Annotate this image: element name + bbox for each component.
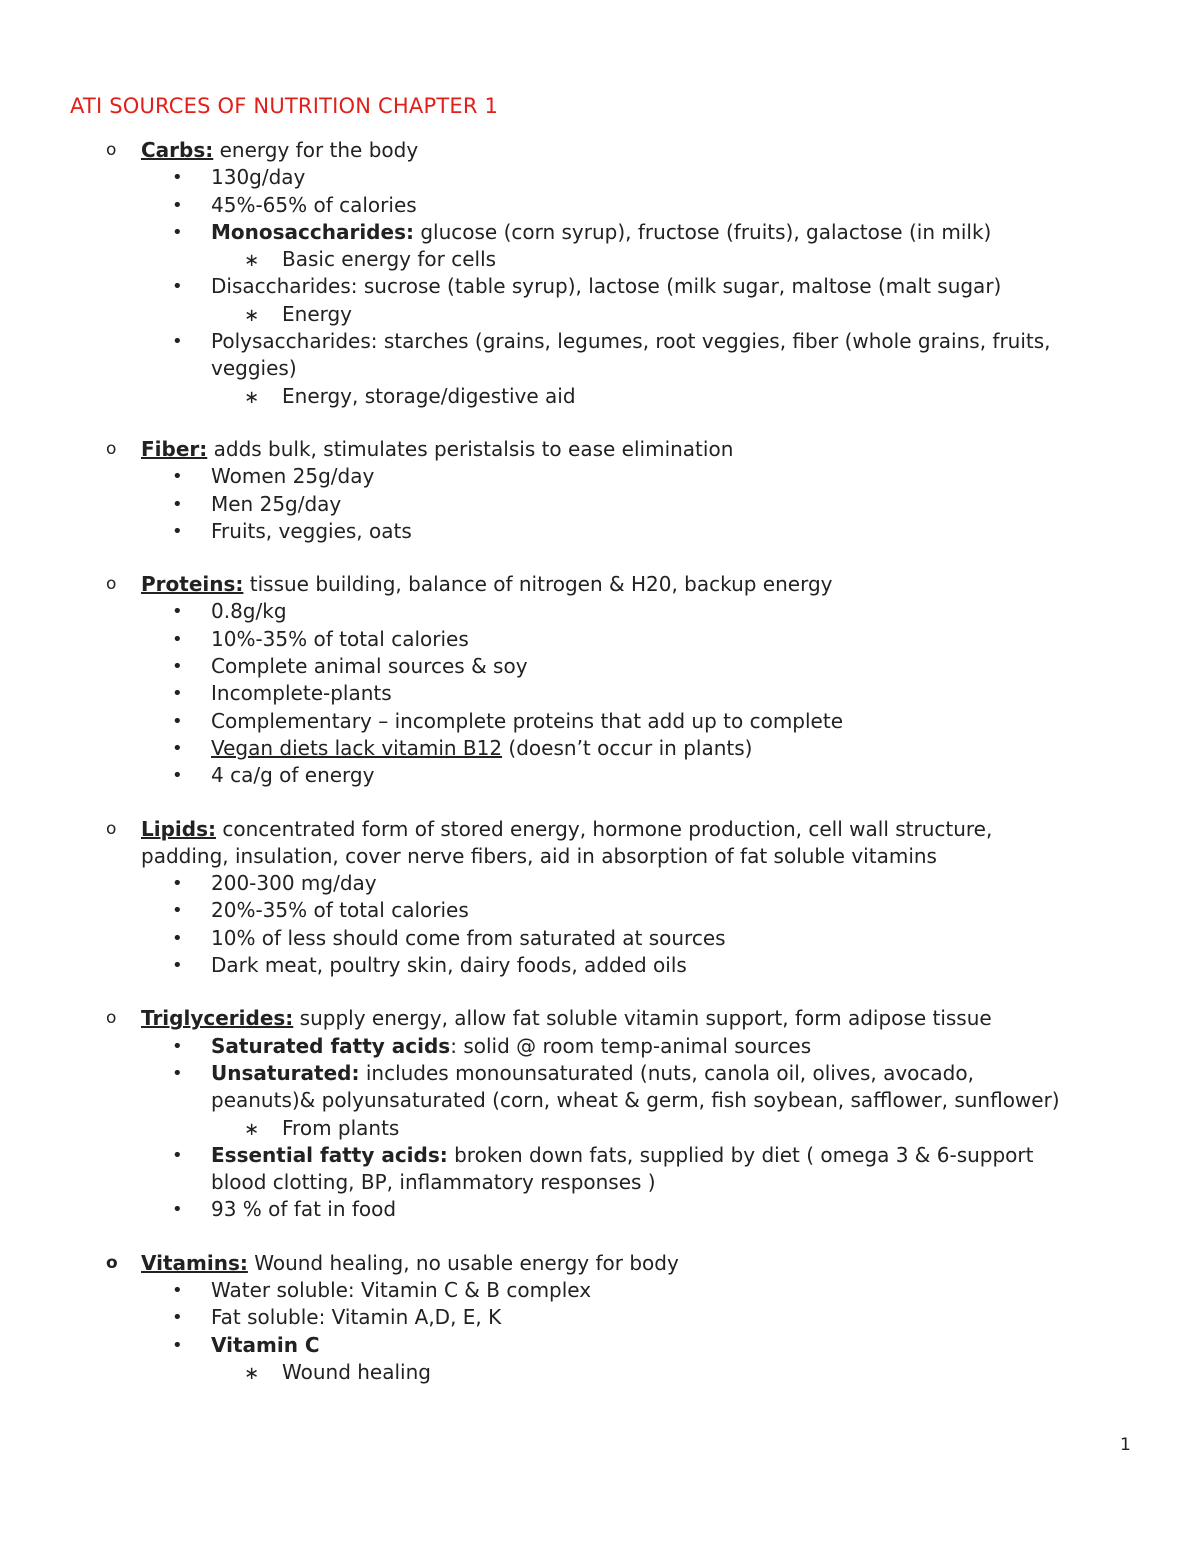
section-lipids: [0, 816, 1200, 980]
item-text: 93 % of fat in food: [211, 1197, 397, 1222]
list-item: [0, 952, 1200, 979]
item-label: Essential fatty acids:: [211, 1142, 448, 1167]
list-item: [0, 598, 1200, 625]
item-text: Dark meat, poultry skin, dairy foods, added oils: [211, 953, 687, 978]
item-text: Women 25g/day: [211, 464, 375, 489]
section-header: [0, 816, 1200, 843]
section-desc-continuation: padding, insulation, cover nerve fibers, aid in absorption of fat soluble vitamins: [141, 843, 937, 868]
list-item: [0, 680, 1200, 707]
item-text: glucose (corn syrup), fructose (fruits), galactose (in milk): [413, 219, 992, 244]
bullet: •: [172, 221, 183, 243]
list-item-continuation: veggies): [211, 356, 297, 381]
list-item-continuation: blood clotting, BP, inflammatory responses ): [211, 1170, 656, 1195]
bullet: •: [172, 737, 183, 759]
bullet: •: [172, 710, 183, 732]
list-item: [0, 626, 1200, 653]
section-proteins: [0, 571, 1200, 789]
item-text: Men 25g/day: [211, 491, 342, 516]
sub-text: From plants: [282, 1115, 400, 1140]
bullet: •: [172, 167, 183, 189]
list-item: [0, 219, 1200, 246]
section-title: Carbs:: [141, 138, 214, 162]
sub-text: Energy, storage/digestive aid: [282, 383, 576, 408]
section-desc: Wound healing, no usable energy for body: [247, 1250, 679, 1275]
star: ∗: [244, 250, 260, 272]
section-desc: supply energy, allow fat soluble vitamin support, form adipose tissue: [293, 1006, 992, 1031]
item-text: 10% of less should come from saturated at sources: [211, 925, 726, 950]
section-marker: o: [106, 140, 117, 160]
list-item: [0, 925, 1200, 952]
section-title: Fiber:: [141, 436, 208, 461]
section-header: [0, 137, 1200, 164]
bullet: •: [172, 276, 183, 298]
item-text: (doesn’t occur in plants): [502, 735, 753, 760]
bullet: •: [172, 194, 183, 216]
section-vitamins: [0, 1250, 1200, 1386]
list-item: [0, 870, 1200, 897]
list-item: [0, 1277, 1200, 1304]
bullet: •: [172, 493, 183, 515]
item-text: Fat soluble: Vitamin A,D, E, K: [211, 1305, 502, 1330]
bullet: •: [172, 1334, 183, 1356]
section-desc: energy for the body: [213, 138, 419, 162]
section-header: [0, 436, 1200, 463]
star: ∗: [244, 386, 260, 408]
item-label: Monosaccharides:: [211, 219, 414, 244]
list-item: [0, 762, 1200, 789]
section-desc: concentrated form of stored energy, hormone production, cell wall structure,: [216, 816, 993, 841]
list-item: [0, 653, 1200, 680]
section-fiber: [0, 436, 1200, 545]
section-header: [0, 1005, 1200, 1032]
section-desc: tissue building, balance of nitrogen & H20, backup energy: [243, 572, 833, 597]
bullet: •: [172, 900, 183, 922]
item-text: 0.8g/kg: [211, 599, 287, 624]
section-marker: o: [106, 818, 117, 839]
list-item: [0, 1196, 1200, 1223]
item-text: broken down fats, supplied by diet ( omega 3 & 6-support: [447, 1142, 1034, 1167]
item-text: : solid @ room temp-animal sources: [450, 1033, 812, 1058]
bullet: •: [172, 765, 183, 787]
star: ∗: [244, 304, 260, 326]
section-header: [0, 1250, 1200, 1277]
bullet: •: [172, 601, 183, 623]
item-text: Incomplete-plants: [211, 681, 392, 706]
item-text: 200-300 mg/day: [211, 871, 377, 896]
bullet: •: [172, 683, 183, 705]
sub-text: Energy: [282, 301, 353, 326]
section-marker: o: [106, 574, 117, 595]
bullet: •: [172, 955, 183, 977]
section-header: [0, 571, 1200, 598]
item-text: Disaccharides: sucrose (table syrup), lactose (milk sugar, maltose (malt sugar): [211, 274, 1002, 299]
list-item: [0, 1332, 1200, 1359]
star: ∗: [244, 1362, 260, 1384]
list-item: [0, 1033, 1200, 1060]
sub-item: [0, 246, 1200, 273]
section-title: Lipids:: [141, 816, 216, 841]
bullet: •: [172, 873, 183, 895]
item-text: Water soluble: Vitamin C & B complex: [211, 1277, 592, 1302]
item-label: Saturated fatty acids: [211, 1033, 451, 1058]
sections: [0, 137, 1200, 1412]
section-title: Triglycerides:: [141, 1006, 294, 1031]
list-item: [0, 897, 1200, 924]
list-item: [0, 708, 1200, 735]
item-text: Fruits, veggies, oats: [211, 518, 412, 543]
list-item: [0, 328, 1200, 355]
list-item: [0, 1142, 1200, 1169]
item-text: 10%-35% of total calories: [211, 626, 469, 651]
item-text: 45%-65% of calories: [211, 192, 417, 217]
sub-text: Basic energy for cells: [282, 247, 497, 272]
bullet: •: [172, 520, 183, 542]
page-number: 1: [1120, 1435, 1131, 1455]
list-item: [0, 735, 1200, 762]
item-label: Vitamin C: [211, 1332, 320, 1357]
bullet: •: [172, 927, 183, 949]
bullet: •: [172, 1035, 183, 1057]
item-text: Complementary – incomplete proteins that add up to complete: [211, 708, 844, 733]
list-item: [0, 491, 1200, 518]
section-marker: o: [106, 1008, 117, 1029]
item-text: Complete animal sources & soy: [211, 654, 528, 679]
item-text: 4 ca/g of energy: [211, 763, 375, 788]
section-carbs: [0, 137, 1200, 410]
item-text: includes monounsaturated (nuts, canola oil, olives, avocado,: [359, 1060, 974, 1085]
bullet: •: [172, 656, 183, 678]
item-label: Unsaturated:: [211, 1060, 360, 1085]
section-title: Proteins:: [141, 572, 244, 597]
list-item: [0, 273, 1200, 300]
list-item: [0, 1304, 1200, 1331]
bullet: •: [172, 1199, 183, 1221]
item-text: 20%-35% of total calories: [211, 898, 469, 923]
sub-item: [0, 383, 1200, 410]
star: ∗: [244, 1118, 260, 1140]
bullet: •: [172, 1279, 183, 1301]
bullet: •: [172, 1144, 183, 1166]
list-item: [0, 192, 1200, 219]
list-item-continuation: peanuts)& polyunsaturated (corn, wheat & germ, fish soybean, safflower, sunflower): [211, 1088, 1060, 1113]
item-text: Polysaccharides: starches (grains, legumes, root veggies, fiber (whole grains, fruits,: [211, 329, 1051, 354]
list-item: [0, 164, 1200, 191]
bullet: •: [172, 1062, 183, 1084]
section-desc: adds bulk, stimulates peristalsis to ease elimination: [207, 436, 734, 461]
section-triglycerides: [0, 1005, 1200, 1223]
sub-item: [0, 301, 1200, 328]
section-marker: o: [106, 438, 117, 459]
list-item: [0, 463, 1200, 490]
bullet: •: [172, 1307, 183, 1329]
sub-item: [0, 1359, 1200, 1386]
section-marker: o: [106, 1252, 118, 1273]
bullet: •: [172, 466, 183, 488]
sub-text: Wound healing: [282, 1359, 431, 1384]
page-title: ATI SOURCES OF NUTRITION CHAPTER 1: [70, 94, 499, 118]
item-text: 130g/day: [211, 165, 306, 190]
section-title: Vitamins:: [141, 1250, 248, 1275]
sub-item: [0, 1115, 1200, 1142]
list-item: [0, 1060, 1200, 1087]
item-underlined-text: Vegan diets lack vitamin B12: [211, 735, 503, 760]
list-item: [0, 518, 1200, 545]
bullet: •: [172, 628, 183, 650]
bullet: •: [172, 331, 183, 353]
